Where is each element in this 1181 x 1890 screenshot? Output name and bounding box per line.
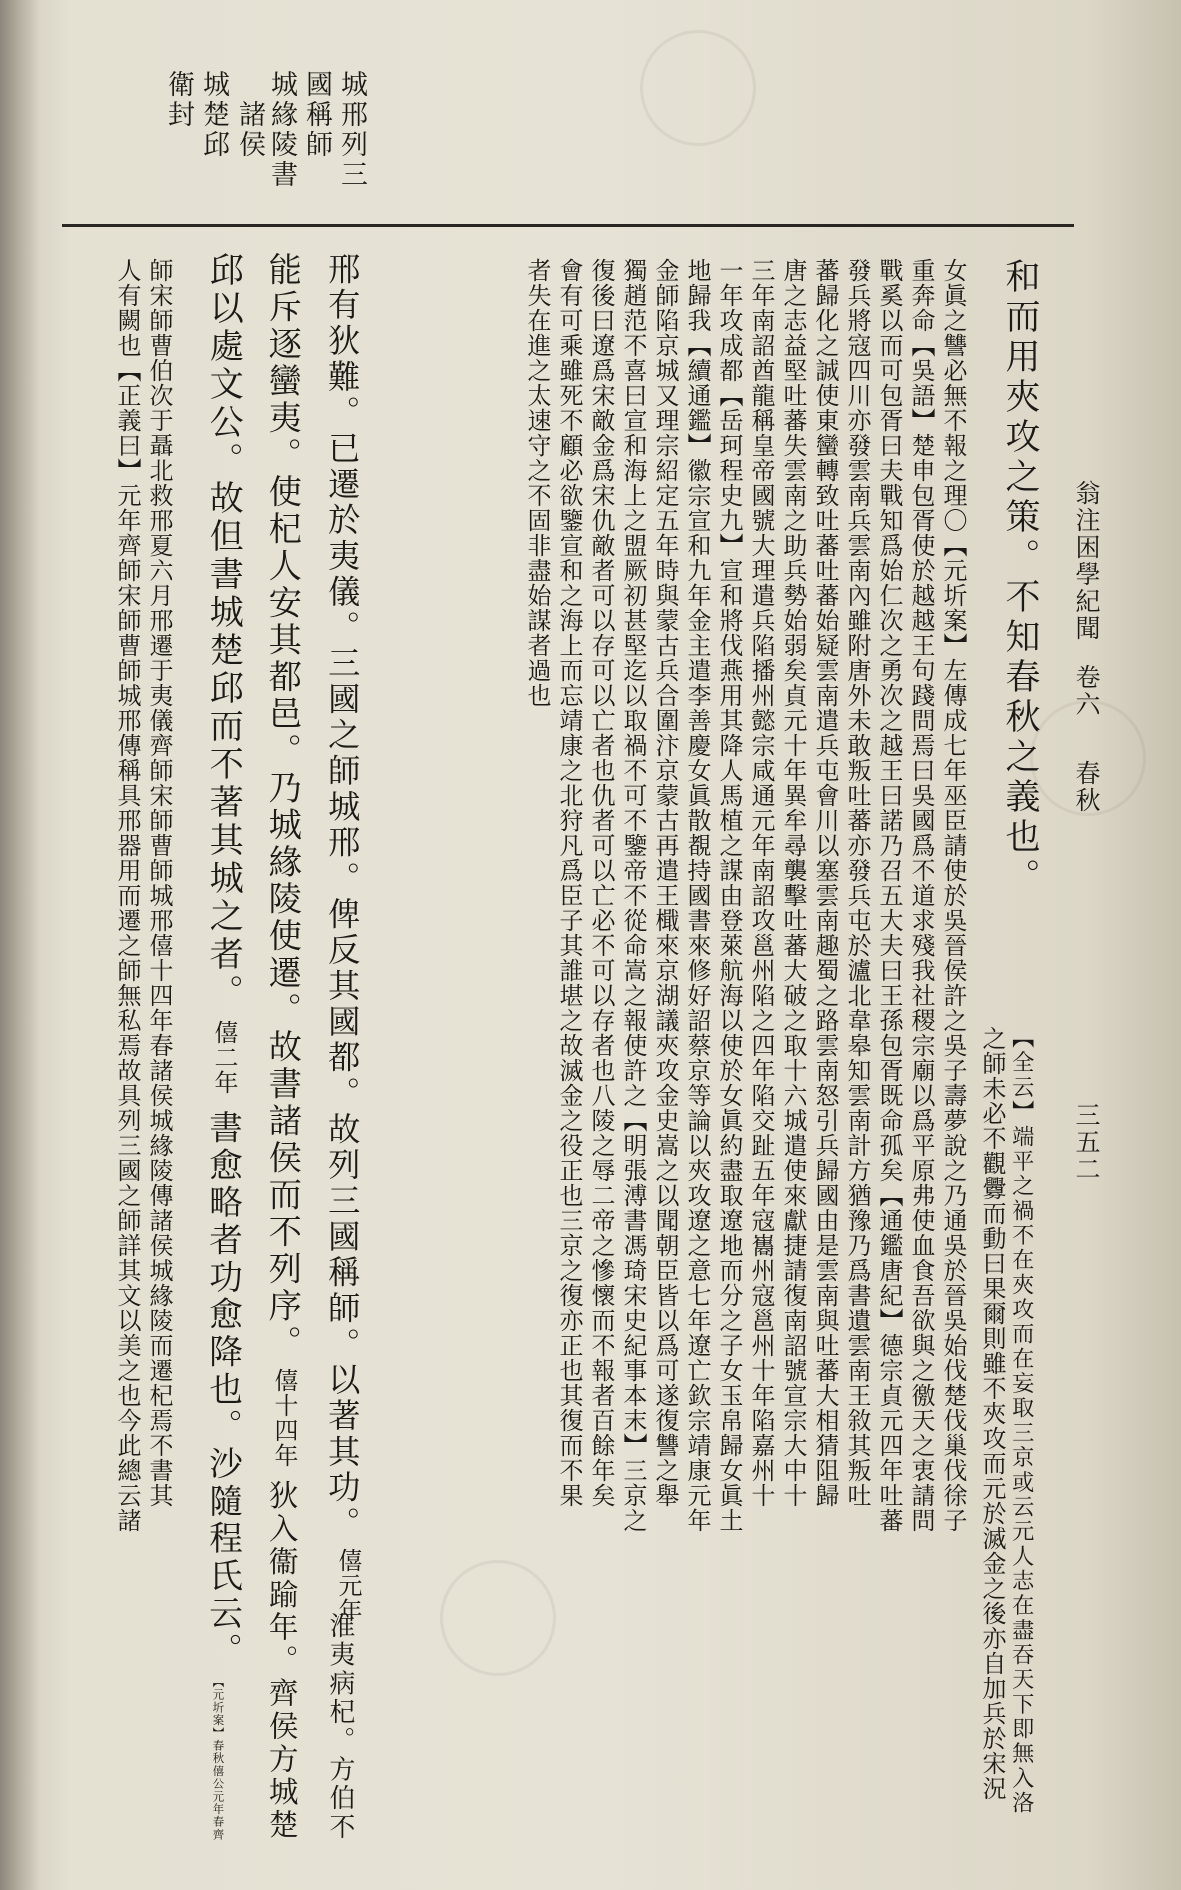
note-line: 【元圻案】春秋僖公元年春齊 — [211, 1676, 226, 1841]
volume-label: 卷六 — [1072, 664, 1101, 718]
header-rule — [62, 224, 1074, 227]
main-text-line: 書愈略者功愈降也。沙隨程氏云。 — [203, 1110, 243, 1670]
main-text-line: 能斥逐蠻夷。使杞人安其都邑。乃城緣陵使遷。故書諸侯而不列序。 — [263, 252, 303, 1362]
note-line: 地歸我【續通鑑】徽宗宣和九年金主遣李善慶女眞散覩持國書來修好詔蔡京等論以夾攻遼之意七年遼亡欽宗靖康元年 — [683, 258, 711, 1533]
note-line: 三年南詔酋龍稱皇帝國號大理遣兵陷播州懿宗咸通元年南詔攻邕州陷之四年陷交趾五年寇巂州寇邕州十年陷嘉州十 — [747, 258, 775, 1508]
note-line: 者失在進之太速守之不固非盡始謀者過也 — [523, 258, 551, 708]
margin-note-line: 諸侯 — [234, 100, 265, 160]
margin-note-line: 城楚邱 — [198, 70, 229, 160]
main-text-line: 淮夷病杞。方伯不 — [324, 1612, 355, 1842]
margin-note-line: 城邢列三 — [336, 70, 367, 190]
watermark-stamp — [640, 30, 756, 146]
note-line: 戰奚以而可包胥曰夫戰知爲始仁次之勇次之越王曰諾乃召五大夫曰王孫包胥既命孤矣【通鑑唐紀】德宗貞元四年吐蕃 — [875, 258, 903, 1533]
main-text-line: 邱以處文公。故但書城楚邱而不著其城之者。 — [203, 252, 244, 1012]
note-line: 人有闕也【正義曰】元年齊師宋師曹師城邢傳稱具邢器用而遷之師無私焉故具列三國之師詳其文以美之也今此總云諸 — [113, 258, 141, 1533]
main-text-line: 狄入衞踰年。齊侯方城楚 — [264, 1480, 299, 1842]
note-line: 師宋師曹伯次于聶北救邢夏六月邢遷于夷儀齊師宋師曹師城邢僖十四年春諸侯城緣陵傳諸侯城緣陵而遷杞焉不書其 — [145, 258, 173, 1508]
margin-note-line: 國稱師 — [301, 70, 332, 160]
watermark-stamp — [440, 1560, 556, 1676]
note-line: 發兵將寇四川亦發雲南兵雲南內雖附唐外未敢叛吐蕃亦發兵屯於瀘北韋皋知雲南計方猶豫乃爲書遺雲南王敘其叛吐 — [843, 258, 871, 1508]
note-line: 金師陷京城又理宗紹定五年時與蒙古兵合圍汴京蒙古再遣王檝來京湖議夾攻金史嵩之以聞朝臣皆以爲可遂復讐之舉 — [651, 258, 679, 1508]
main-text-line: 邢有狄難。已遷於夷儀。三國之師城邢。俾反其國都。故列三國稱師。以著其功。 — [323, 252, 362, 1542]
note-line: 復後曰遼爲宋敵金爲宋仇敵者可以存可以亡者也仇者可以亡必不可以存者也八陵之辱二帝之慘懷而不報者百餘年矣 — [587, 258, 615, 1508]
note-line: 蕃歸化之誠使東蠻轉致吐蕃吐蕃始疑雲南遣兵屯會川以塞雲南趣蜀之路雲南怒引兵歸國由是雲南與吐蕃大相猜阻歸 — [811, 258, 839, 1508]
inline-annotation: 僖十四年 — [270, 1368, 298, 1468]
margin-note-line: 衛封 — [163, 70, 194, 130]
book-title: 翁注困學紀聞 — [1072, 480, 1101, 642]
main-heading: 和而用夾攻之策。不知春秋之義也。 — [1000, 258, 1040, 898]
page-number: 三五二 — [1072, 1102, 1101, 1183]
inline-annotation: 僖元年 — [334, 1548, 362, 1623]
note-line: 之師未必不觀釁而動曰果爾則雖不夾攻而元於滅金之後亦自加兵於宋況 — [978, 1026, 1006, 1801]
margin-note-line: 城緣陵書 — [266, 70, 297, 190]
note-line: 【全云】端平之禍不在夾攻而在妄取三京或云元人志在盡吞天下即無入洛 — [1008, 1026, 1035, 1816]
note-line: 獨趙范不喜曰宣和海上之盟厥初甚堅迄以取禍不可不鑒帝不從命嵩之報使許之【明張溥書馮琦宋史紀事本末】三京之 — [619, 258, 647, 1533]
note-line: 唐之志益堅吐蕃失雲南之助兵勢始弱矣貞元十年異牟尋襲擊吐蕃大破之取十六城遣使來獻捷請復南詔號宣宗大中十 — [779, 258, 807, 1508]
note-line: 會有可乘雖死不顧必欲鑒宣和之海上而忘靖康之北狩凡爲臣子其誰堪之故滅金之役正也三京之復亦正也其復而不果 — [555, 258, 583, 1508]
inline-annotation: 僖二年 — [210, 1020, 238, 1095]
binding-shadow — [0, 0, 40, 1890]
section-label: 春秋 — [1072, 760, 1101, 814]
note-line: 重奔命【吳語】楚申包胥使於越越王句踐問焉曰吳國爲不道求殘我社稷宗廟以爲平原弗使血食吾欲與之徼天之衷請問 — [907, 258, 935, 1533]
note-line: 女眞之讐必無不報之理〇【元圻案】左傳成七年巫臣請使於吳晉侯許之吳子壽夢說之乃通吳於晉吳始伐楚伐巢伐徐子 — [939, 258, 967, 1533]
note-line: 一年攻成都【岳珂程史九】宣和將伐燕用其降人馬植之謀由登萊航海以使於女眞約盡取遼地而分之子女玉帛歸女眞土 — [715, 258, 743, 1533]
